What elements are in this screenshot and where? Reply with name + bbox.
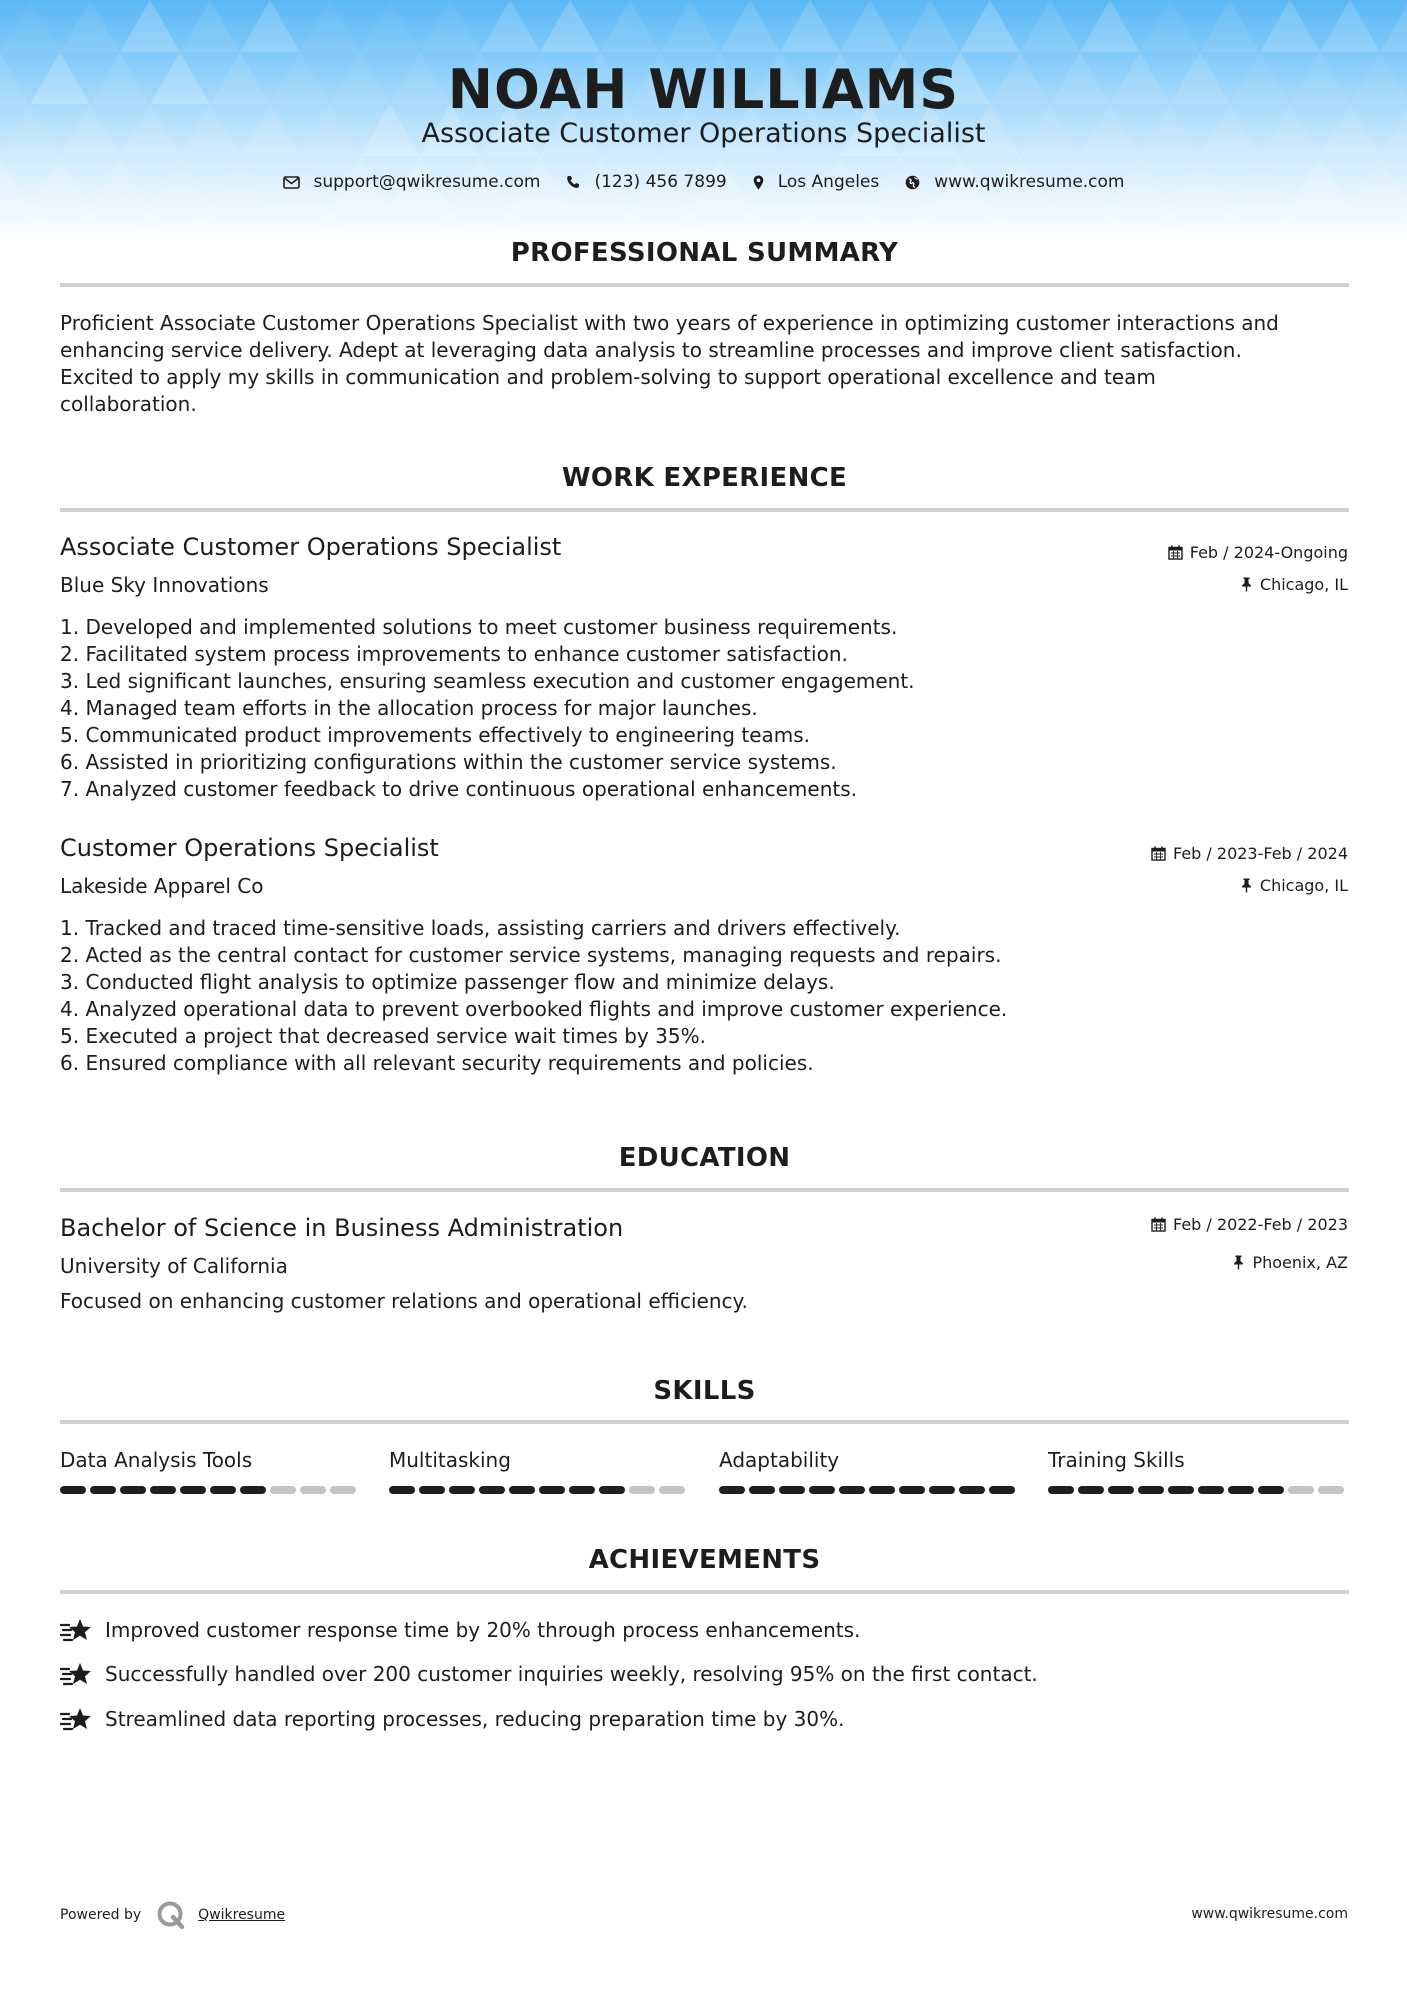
- header-pattern-triangle: [1020, 208, 1080, 240]
- map-marker-icon: [753, 175, 764, 190]
- skill-segment-filled: [1138, 1486, 1164, 1494]
- contact-phone[interactable]: [566, 172, 726, 192]
- shooting-star-icon: [60, 1704, 94, 1734]
- header-pattern-triangle: [1080, 208, 1140, 240]
- job-location-text: Chicago, IL: [1259, 575, 1348, 594]
- header-pattern-triangle: [660, 208, 720, 240]
- skill-segment-empty: [659, 1486, 685, 1494]
- skill-segment-empty: [1318, 1486, 1344, 1494]
- header-pattern-triangle: [180, 208, 240, 240]
- job-bullet: 4. Analyzed operational data to prevent overbooked flights and improve customer experience.: [60, 997, 1008, 1021]
- phone-icon: [566, 175, 580, 189]
- job-title: Associate Customer Operations Specialist: [60, 533, 562, 561]
- header-pattern-triangle: [360, 208, 420, 240]
- calendar-icon: [1151, 846, 1166, 861]
- email-text: support@qwikresume.com: [313, 172, 541, 192]
- achievement-item: [60, 1659, 1038, 1689]
- header-pattern-triangle: [600, 208, 660, 240]
- job-bullets: [60, 915, 1007, 1077]
- education-divider: [60, 1188, 1349, 1192]
- pushpin-icon: [1232, 1255, 1245, 1270]
- skill-segment-empty: [1288, 1486, 1314, 1494]
- education-school: University of California: [60, 1254, 288, 1278]
- skill-segment-filled: [509, 1486, 535, 1494]
- shooting-star-icon: [60, 1659, 94, 1689]
- skill-segment-filled: [959, 1486, 985, 1494]
- header-pattern-triangle: [1200, 0, 1260, 52]
- skill-segment-filled: [180, 1486, 206, 1494]
- education-dates-text: Feb / 2022-Feb / 2023: [1173, 1215, 1348, 1234]
- skill-segment-filled: [1198, 1486, 1224, 1494]
- header-pattern-triangle: [1080, 0, 1140, 52]
- contact-website[interactable]: [905, 172, 1124, 192]
- job-bullet: 2. Acted as the central contact for customer service systems, managing requests and repairs.: [60, 943, 1002, 967]
- header-pattern-triangle: [720, 208, 780, 240]
- header-pattern-triangle: [720, 0, 780, 52]
- skill-segment-filled: [1078, 1486, 1104, 1494]
- header-pattern-triangle: [240, 0, 300, 52]
- skill-segment-filled: [210, 1486, 236, 1494]
- skill-segment-filled: [150, 1486, 176, 1494]
- header-pattern-triangle: [900, 0, 960, 52]
- header-pattern-triangle: [840, 0, 900, 52]
- achievement-text: Successfully handled over 200 customer inquiries weekly, resolving 95% on the first contact.: [105, 1662, 1038, 1686]
- header-pattern-triangle: [0, 0, 60, 52]
- job-bullet: 5. Executed a project that decreased service wait times by 35%.: [60, 1024, 706, 1048]
- header-pattern-triangle: [780, 0, 840, 52]
- header-pattern-triangle: [1140, 208, 1200, 240]
- job-bullet: 6. Ensured compliance with all relevant security requirements and policies.: [60, 1051, 814, 1075]
- job-bullet: 1. Developed and implemented solutions to meet customer business requirements.: [60, 615, 898, 639]
- job-location: [1240, 876, 1348, 895]
- shooting-star-icon: [60, 1615, 94, 1645]
- header-pattern-triangle: [1320, 0, 1380, 52]
- footer-website[interactable]: www.qwikresume.com: [1191, 1906, 1348, 1922]
- job-bullet: 5. Communicated product improvements effectively to engineering teams.: [60, 723, 811, 747]
- skill-name: Multitasking: [389, 1448, 511, 1472]
- job-bullet: 3. Conducted flight analysis to optimize passenger flow and minimize delays.: [60, 970, 835, 994]
- skill-name: Adaptability: [719, 1448, 840, 1472]
- skill-segment-empty: [330, 1486, 356, 1494]
- achievement-text: Streamlined data reporting processes, reducing preparation time by 30%.: [105, 1707, 845, 1731]
- skill-segment-filled: [1048, 1486, 1074, 1494]
- job-bullet: 3. Led significant launches, ensuring seamless execution and customer engagement.: [60, 669, 915, 693]
- contact-row: [0, 172, 1407, 192]
- header-pattern-triangle: [540, 208, 600, 240]
- skill-segment-filled: [539, 1486, 565, 1494]
- header-pattern-triangle: [900, 208, 960, 240]
- header-pattern-triangle: [60, 0, 120, 52]
- achievements-divider: [60, 1590, 1349, 1594]
- phone-text: (123) 456 7899: [594, 172, 727, 192]
- header-pattern-triangle: [60, 208, 120, 240]
- skill-level-bar: [389, 1485, 689, 1495]
- header-pattern-triangle: [960, 0, 1020, 52]
- skill-segment-filled: [1228, 1486, 1254, 1494]
- skill-segment-filled: [1258, 1486, 1284, 1494]
- summary-text: [60, 310, 1349, 418]
- skill-segment-filled: [989, 1486, 1015, 1494]
- job-dates-text: Feb / 2023-Feb / 2024: [1173, 844, 1348, 863]
- education-degree: Bachelor of Science in Business Administration: [60, 1214, 624, 1242]
- skill-level-bar: [719, 1485, 1019, 1495]
- candidate-name: NOAH WILLIAMS: [447, 58, 960, 121]
- achievements-section-title: ACHIEVEMENTS: [588, 1545, 821, 1575]
- contact-email[interactable]: [283, 172, 541, 192]
- job-bullet: 6. Assisted in prioritizing configurations within the customer service systems.: [60, 750, 837, 774]
- website-text: www.qwikresume.com: [934, 172, 1125, 192]
- header-pattern-triangle: [840, 208, 900, 240]
- skill-segment-filled: [929, 1486, 955, 1494]
- skills-divider: [60, 1420, 1349, 1424]
- job-dates-text: Feb / 2024-Ongoing: [1189, 543, 1348, 562]
- skill-name: Training Skills: [1048, 1448, 1185, 1472]
- skill-segment-filled: [60, 1486, 86, 1494]
- skill-level-bar: [1048, 1485, 1348, 1495]
- skill-segment-filled: [749, 1486, 775, 1494]
- education-description: Focused on enhancing customer relations and operational efficiency.: [60, 1289, 748, 1313]
- location-text: Los Angeles: [777, 172, 880, 192]
- header-pattern-triangle: [480, 208, 540, 240]
- header-pattern-triangle: [120, 208, 180, 240]
- summary-line: collaboration.: [60, 392, 197, 416]
- header-pattern-triangle: [300, 208, 360, 240]
- header-pattern-triangle: [1260, 208, 1320, 240]
- header-pattern-triangle: [240, 208, 300, 240]
- header-pattern-triangle: [1380, 208, 1407, 240]
- skill-segment-filled: [90, 1486, 116, 1494]
- job-location: [1240, 575, 1348, 594]
- skill-segment-filled: [1108, 1486, 1134, 1494]
- achievement-text: Improved customer response time by 20% through process enhancements.: [105, 1618, 861, 1642]
- globe-icon: [905, 175, 920, 190]
- summary-divider: [60, 283, 1349, 287]
- header-pattern-triangle: [600, 0, 660, 52]
- job-dates: [1168, 543, 1348, 562]
- skill-item: [719, 1448, 1019, 1474]
- job-bullet: 2. Facilitated system process improvements to enhance customer satisfaction.: [60, 642, 848, 666]
- education-section-title: EDUCATION: [618, 1143, 791, 1173]
- header-pattern-triangle: [360, 0, 420, 52]
- skill-segment-filled: [389, 1486, 415, 1494]
- skill-segment-filled: [449, 1486, 475, 1494]
- skill-segment-filled: [809, 1486, 835, 1494]
- skill-item: [1048, 1448, 1348, 1474]
- header-pattern-triangle: [0, 208, 60, 240]
- resume-header: [0, 0, 1407, 240]
- skill-segment-filled: [599, 1486, 625, 1494]
- skill-name: Data Analysis Tools: [60, 1448, 253, 1472]
- skill-segment-empty: [270, 1486, 296, 1494]
- job-bullet: 1. Tracked and traced time-sensitive loads, assisting carriers and drivers effectively.: [60, 916, 901, 940]
- skill-segment-filled: [120, 1486, 146, 1494]
- summary-section-title: PROFESSIONAL SUMMARY: [510, 238, 899, 268]
- skill-segment-filled: [779, 1486, 805, 1494]
- pushpin-icon: [1240, 878, 1253, 893]
- achievement-item: [60, 1704, 844, 1734]
- skill-segment-filled: [479, 1486, 505, 1494]
- powered-by-text: Powered by: [60, 1907, 142, 1923]
- header-pattern-triangle: [1020, 0, 1080, 52]
- skill-segment-filled: [719, 1486, 745, 1494]
- job-bullet: 4. Managed team efforts in the allocation process for major launches.: [60, 696, 758, 720]
- candidate-headline: Associate Customer Operations Specialist: [421, 118, 986, 149]
- header-pattern-triangle: [300, 0, 360, 52]
- header-pattern-triangle: [180, 0, 240, 52]
- qwikresume-logo-icon: [156, 1900, 186, 1930]
- experience-divider: [60, 508, 1349, 512]
- job-bullet: 7. Analyzed customer feedback to drive continuous operational enhancements.: [60, 777, 857, 801]
- header-pattern-triangle: [780, 208, 840, 240]
- skill-segment-filled: [240, 1486, 266, 1494]
- header-pattern-triangle: [1200, 208, 1260, 240]
- skill-item: [389, 1448, 689, 1474]
- header-pattern-triangle: [960, 208, 1020, 240]
- education-location: [1232, 1253, 1348, 1272]
- header-pattern-triangle: [1260, 0, 1320, 52]
- envelope-icon: [283, 176, 300, 189]
- header-pattern-triangle: [1380, 0, 1407, 52]
- header-pattern-triangle: [120, 0, 180, 52]
- skill-segment-filled: [899, 1486, 925, 1494]
- job-title: Customer Operations Specialist: [60, 834, 439, 862]
- summary-line: Excited to apply my skills in communication and problem-solving to support operational excellence and team: [60, 365, 1156, 389]
- job-company: Lakeside Apparel Co: [60, 874, 264, 898]
- skill-item: [60, 1448, 360, 1474]
- contact-location: [753, 172, 880, 192]
- job-bullets: [60, 614, 915, 803]
- job-company: Blue Sky Innovations: [60, 573, 269, 597]
- header-pattern-triangle: [540, 0, 600, 52]
- skill-segment-filled: [419, 1486, 445, 1494]
- summary-line: Proficient Associate Customer Operations Specialist with two years of experience in optimizing customer interactions and: [60, 311, 1279, 335]
- header-pattern-triangle: [480, 0, 540, 52]
- job-dates: [1151, 844, 1348, 863]
- skill-segment-filled: [1168, 1486, 1194, 1494]
- experience-section-title: WORK EXPERIENCE: [561, 463, 848, 493]
- skills-section-title: SKILLS: [653, 1376, 756, 1406]
- header-pattern-triangle: [420, 0, 480, 52]
- qwikresume-link[interactable]: Qwikresume: [198, 1907, 286, 1923]
- education-dates: [1151, 1215, 1348, 1234]
- header-pattern-triangle: [1140, 0, 1200, 52]
- calendar-icon: [1151, 1217, 1166, 1232]
- skill-segment-filled: [839, 1486, 865, 1494]
- skill-segment-empty: [629, 1486, 655, 1494]
- footer-powered-by: [60, 1900, 285, 1930]
- summary-line: enhancing service delivery. Adept at leveraging data analysis to streamline processes and improve client satisfaction.: [60, 338, 1242, 362]
- skill-level-bar: [60, 1485, 360, 1495]
- skill-segment-filled: [569, 1486, 595, 1494]
- skill-segment-filled: [869, 1486, 895, 1494]
- education-location-text: Phoenix, AZ: [1252, 1253, 1348, 1272]
- pushpin-icon: [1240, 577, 1253, 592]
- header-pattern-triangle: [420, 208, 480, 240]
- header-pattern-triangle: [1320, 208, 1380, 240]
- job-location-text: Chicago, IL: [1259, 876, 1348, 895]
- header-pattern-triangle: [660, 0, 720, 52]
- achievement-item: [60, 1615, 860, 1645]
- calendar-icon: [1168, 545, 1183, 560]
- skill-segment-empty: [300, 1486, 326, 1494]
